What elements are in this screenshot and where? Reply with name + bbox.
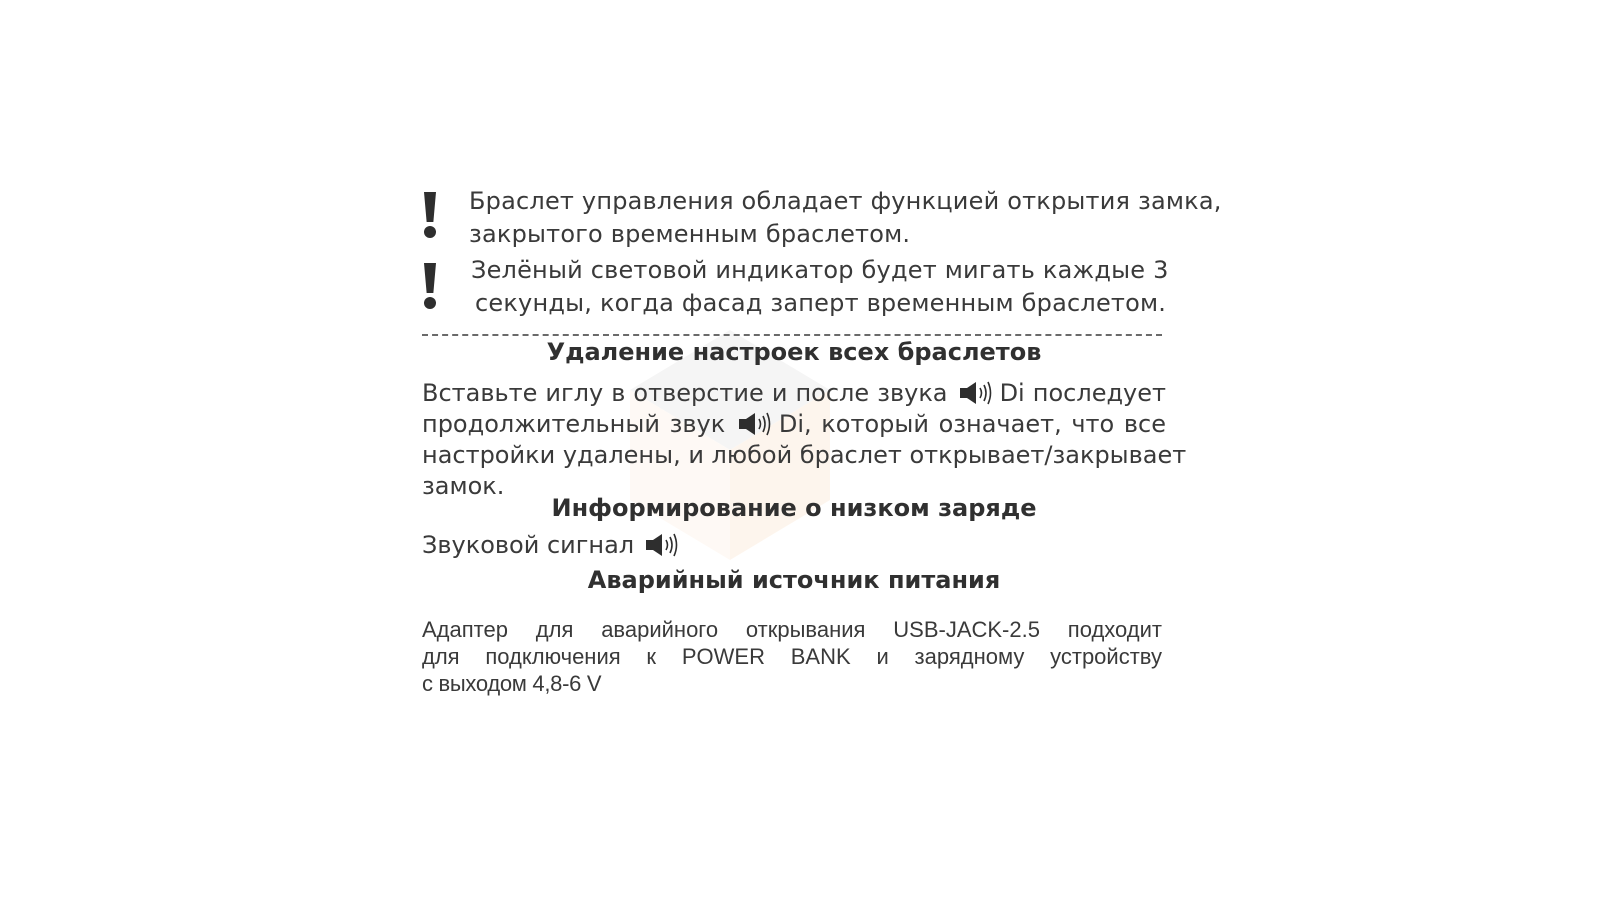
speaker-sound-icon <box>645 532 683 558</box>
emergency-paragraph <box>422 616 1162 697</box>
note-line: Браслет управления обладает функцией открытия замка, <box>469 187 1222 215</box>
paragraph-line: Вставьте иглу в отверстие и после звука Di последует <box>422 379 1166 407</box>
note-text <box>469 185 1222 251</box>
dashed-divider <box>422 334 1162 336</box>
note-line: секунды, когда фасад заперт временным браслетом. <box>475 289 1167 317</box>
exclamation-icon <box>422 192 440 244</box>
speaker-sound-icon <box>959 380 997 406</box>
paragraph-line: для подключения к POWER BANK и зарядному устройству <box>422 644 1162 669</box>
paragraph-line: Адаптер для аварийного открывания USB-JACK-2.5 подходит <box>422 617 1162 642</box>
note-line: Зелёный световой индикатор будет мигать каждые 3 <box>471 256 1169 284</box>
speaker-sound-icon <box>738 411 776 437</box>
paragraph-line: продолжительный звук Di, который означает, что все <box>422 410 1166 438</box>
emergency-heading: Аварийный источник питания <box>587 566 1001 594</box>
paragraph-line: с выходом 4,8-6 V <box>422 671 602 696</box>
paragraph-line: замок. <box>422 472 505 500</box>
low-battery-paragraph: Звуковой сигнал <box>422 530 1166 561</box>
low-battery-heading: Информирование о низком заряде <box>551 494 1037 522</box>
exclamation-icon <box>422 263 440 315</box>
reset-paragraph <box>422 378 1187 502</box>
note-text <box>471 254 1169 320</box>
reset-heading: Удаление настроек всех браслетов <box>546 338 1042 366</box>
note-line: закрытого временным браслетом. <box>469 220 911 248</box>
paragraph-line: настройки удалены, и любой браслет открывает/закрывает <box>422 441 1187 469</box>
